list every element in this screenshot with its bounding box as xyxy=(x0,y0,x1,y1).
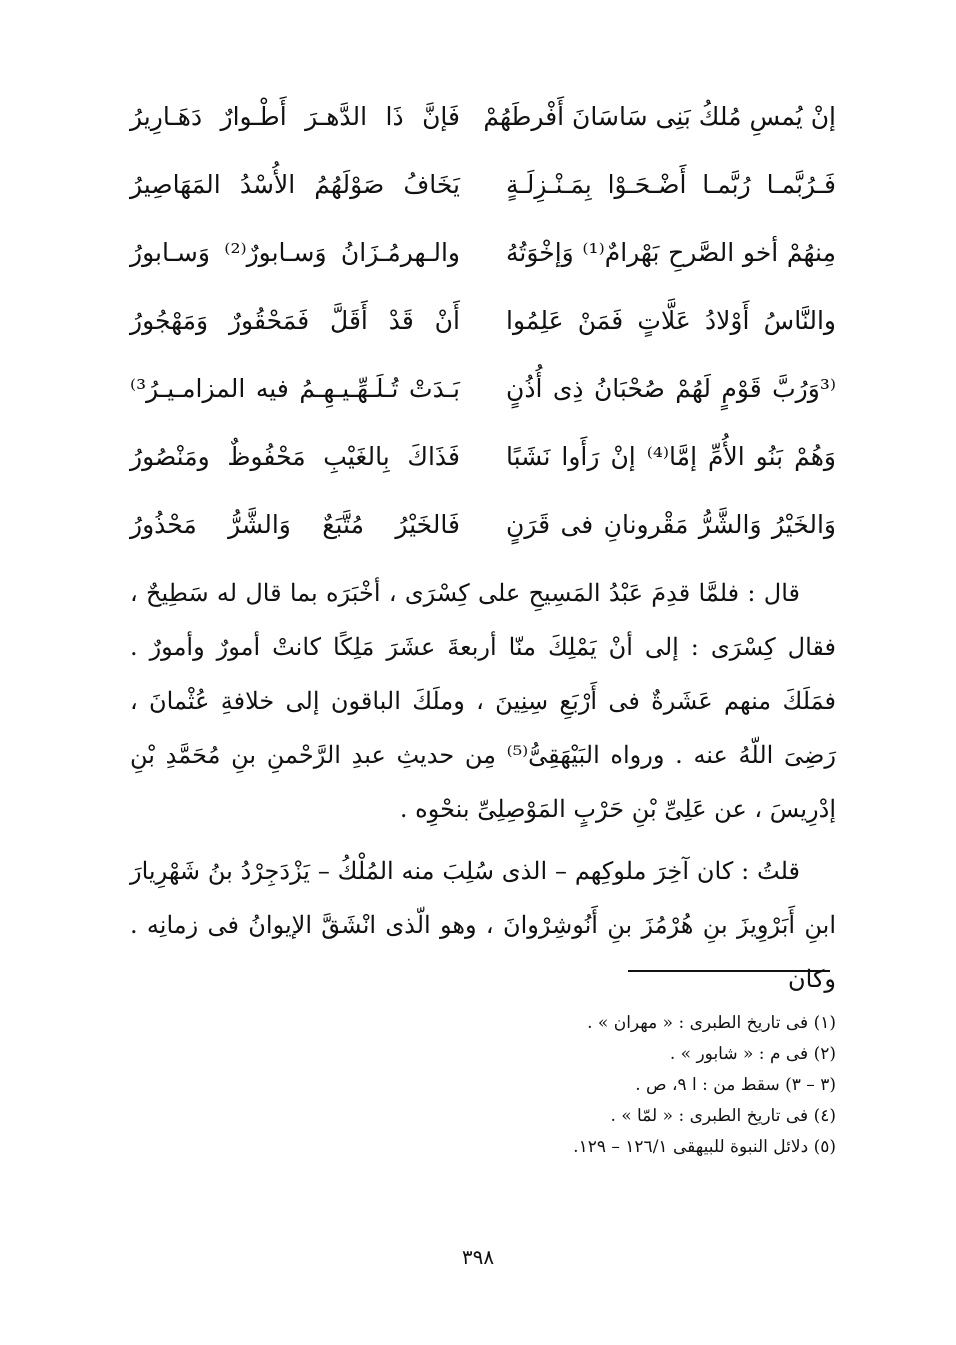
footnotes xyxy=(300,1008,836,1163)
verse-first-hemistich: ⁽³وَرُبَّ قَوْمٍ لَهُمْ صُحْبَانُ ذِى أُذُنٍ xyxy=(506,373,836,403)
verse-first-hemistich: مِنهُمْ أخو الصَّرحِ بَهْرامٌ⁽¹⁾ وَإخْوَتُهُ xyxy=(506,237,836,267)
verse-first-hemistich: وَالخَيْرُ وَالشَّرُّ مَقْرونانِ فى قَرَنٍ xyxy=(506,509,836,539)
poem xyxy=(130,82,836,558)
paragraph: قال : فلمَّا قدِمَ عَبْدُ المَسِيحِ على كِسْرَى ، أخْبَرَه بما قال له سَطِيحٌ ، فقال كِسْرَى : إلى أنْ يَمْلِكَ منّا أربعةَ عشَرَ مَلِكًا كانتْ أمورٌ وأمورٌ . فمَلَكَ منهم عَشَرةٌ فى أَرْبَعِ سِنِينَ ، وملَكَ الباقون إلى خلافةِ عُثْمانَ ، رَضِىَ اللّهُ عنه . ورواه البَيْهَقِىُّ⁽⁵⁾ مِن حديثِ عبدِ الرَّحْمنِ بنِ مُحَمَّدِ بْنِ إدْرِيسَ ، عن عَلِىِّ بْنِ حَرْبٍ المَوْصِلِىِّ بنحْوِه . xyxy=(130,579,837,823)
footnote: (١) فى تاريخ الطبرى : « مهران » . xyxy=(587,1013,836,1033)
verse-second-hemistich: بَـدَتْ تُـلَـهِّـيـهِـمُ فيه المزامـيـرُ³⁾ xyxy=(130,373,460,403)
verse-first-hemistich: فَـرُبَّمـا رُبَّمـا أَضْـحَـوْا بِمَـنْـزِلَـةٍ xyxy=(506,169,836,199)
verse-line xyxy=(130,354,836,422)
verse-first-hemistich: والنَّاسُ أَوْلادُ عَلَّاتٍ فَمَنْ عَلِمُوا xyxy=(506,305,836,335)
verse-second-hemistich: فَذَاكَ بِالغَيْبِ مَحْفُوظٌ ومَنْصُورُ xyxy=(130,441,460,471)
verse-line xyxy=(130,82,836,150)
verse-second-hemistich: والـهرمُـزَانُ وَسـابورٌ⁽²⁾ وَسـابورُ xyxy=(130,237,460,267)
verse-second-hemistich: أَنْ قَدْ أَقَلَّ فَمَحْقُورٌ وَمَهْجُورُ xyxy=(130,305,460,335)
verse-second-hemistich: فَالخَيْرُ مُتَّبَعٌ وَالشَّرُّ مَحْذُورُ xyxy=(130,509,460,539)
verse-second-hemistich: فَإنَّ ذَا الدَّهـرَ أَطْـوارٌ دَهَـارِيرُ xyxy=(130,101,460,131)
verse-first-hemistich: إنْ يُمسِ مُلكُ بَنِى سَاسَانَ أَفْرطَهُمْ xyxy=(483,101,836,131)
paragraph: قلتُ : كان آخِرَ ملوكِهم – الذى سُلِبَ منه المُلْكُ – يَزْدَجِرْدُ بنُ شَهْرِيارَ ابنِ أَبَرْوِيزَ بنِ هُرْمُزَ بنِ أَنُوشِرْوانَ ، وهو الّذى انْشَقَّ الإيوانُ فى زمانِه . وكان xyxy=(130,857,836,993)
verse-line xyxy=(130,150,836,218)
footnote: (٢) فى م : « شابور » . xyxy=(669,1044,836,1064)
verse-line xyxy=(130,422,836,490)
verse-second-hemistich: يَخَافُ صَوْلَهُمُ الأُسْدُ المَهَاصِيرُ xyxy=(130,169,460,199)
verse-line xyxy=(130,286,836,354)
footnote: (٣ – ٣) سقط من : ا ٩، ص . xyxy=(635,1075,836,1095)
verse-line xyxy=(130,490,836,558)
main-text xyxy=(130,82,836,1012)
footnote: (٤) فى تاريخ الطبرى : « لمّا » . xyxy=(610,1106,836,1126)
verse-line xyxy=(130,218,836,286)
footnote-separator xyxy=(628,970,830,972)
footnote: (٥) دلائل النبوة للبيهقى ١٢٦/١ – ١٢٩. xyxy=(573,1137,836,1157)
prose xyxy=(130,566,836,1006)
page-number: ٣٩٨ xyxy=(461,1245,495,1269)
verse-first-hemistich: وَهُمْ بَنُو الأُمِّ إمَّا⁽⁴⁾ إنْ رَأَوا نَشَبًا xyxy=(506,441,836,471)
